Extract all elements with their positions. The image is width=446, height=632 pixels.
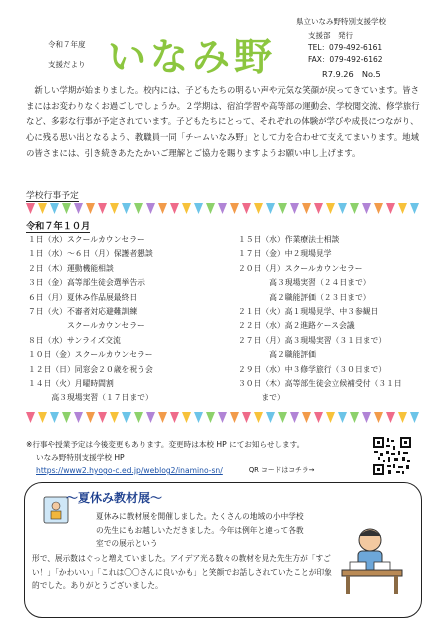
bunting-flag: [218, 412, 227, 423]
schedule-month: 令和７年１０月: [26, 218, 90, 233]
schedule-left-column: [28, 233, 153, 406]
schedule-left-item: １日（水）スクールカウンセラー: [28, 235, 145, 244]
bunting-flag: [338, 203, 347, 214]
issue-date: R7.9.26 No.5: [322, 69, 381, 79]
year-label: 令和７年度: [48, 40, 86, 49]
bunting-flag: [302, 203, 311, 214]
bunting-flag: [146, 203, 155, 214]
schedule-left-item: ８日（水）サンライズ交流: [28, 335, 121, 345]
bunting-flag: [350, 203, 359, 214]
feature-title: ～夏休み教材展～: [66, 491, 163, 505]
schedule-right-item: ２１日（火）高１現場見学、中３参観日: [238, 307, 379, 317]
bunting-flag: [38, 412, 47, 423]
bunting-flag: [362, 412, 371, 423]
bunting-flag: [398, 203, 407, 214]
bunting-flag: [374, 412, 383, 423]
schedule-left-item: ７日（火）不審者対応避難訓練: [28, 307, 138, 317]
schedule-right-item: ２９日（水）中３修学旅行（３０日まで）: [238, 364, 387, 374]
bunting-flag: [98, 412, 107, 423]
bunting-flag: [158, 412, 167, 423]
bunting-flag: [50, 203, 59, 214]
feature-text-2: 形で、展示数はぐっと増えていました。アイデア光る数々の教材を見た先生方が「すごい！」「かわいい」「これは〇〇さんに良いかも」と笑顔でお話しされていたことが印象的でした。ありがとうございました。: [32, 554, 332, 590]
schedule-right-item: １７日（金）中２現場見学: [238, 249, 332, 259]
schedule-right-column: [238, 233, 402, 406]
bunting-flag: [374, 203, 383, 214]
bunting-top: [26, 203, 419, 217]
newsletter-title: いなみ野: [108, 35, 277, 79]
bunting-flag: [134, 203, 143, 214]
schedule-left-item: 高３現場実習（１７日まで）: [28, 393, 153, 403]
schedule-left-item: １２日（日）同窓会２０歳を祝う会: [28, 364, 153, 374]
school-name: 県立いなみ野特別支援学校: [296, 17, 386, 26]
bunting-flag: [230, 203, 239, 214]
bunting-flag: [86, 412, 95, 423]
bunting-flag: [98, 203, 107, 214]
bunting-flag: [278, 203, 287, 214]
qr-label: QR コードはコチラ→: [248, 466, 315, 474]
bunting-flag: [278, 412, 287, 423]
bunting-flag: [386, 203, 395, 214]
bunting-flag: [62, 412, 71, 423]
bunting-flag: [386, 412, 395, 423]
bunting-flag: [146, 412, 155, 423]
schedule-right-item: ３０日（木）高等部生徒会立候補受付（３１日: [238, 379, 402, 389]
schedule-right-item: ２０日（月）スクールカウンセラー: [238, 263, 363, 273]
bunting-flag: [50, 412, 59, 423]
bunting-flag: [290, 203, 299, 214]
schedule-right-item: 高２職能評価（２３日まで）: [238, 292, 371, 302]
bunting-flag: [242, 412, 251, 423]
bunting-flag: [134, 412, 143, 423]
bunting-flag: [38, 203, 47, 214]
schedule-right-item: 高３現場実習（２４日まで）: [238, 278, 371, 288]
bunting-flag: [110, 412, 119, 423]
bunting-flag: [266, 412, 275, 423]
schedule-left-item: ６日（月）夏休み作品展最終日: [28, 292, 138, 302]
intro-paragraph: 新しい学期が始まりました。校内には、子どもたちの明るい声や元気な笑顔が戻ってきています。皆さまにはお変わりなくお過ごしでしょうか。２学期は、宿泊学習や高等部の運動会、学校閲交流、修学旅行など、多彩な行事が予定されています。子どもたちにとって、それぞれの体験が学びや成長につながり、心に残る思い出となるよう、教職員一同「チームいなみ野」として力を合わせて支えてまいります。地域の皆さまには、引き続きあたたかいご理解とご協力を賜りますようお願い申し上げます。: [26, 85, 420, 158]
bunting-flag: [206, 412, 215, 423]
bunting-flag: [86, 203, 95, 214]
tel: TEL：079-492-6161: [308, 43, 383, 52]
bunting-flag: [110, 203, 119, 214]
schedule-left-item: ３日（金）高等部生徒会選挙告示: [28, 278, 145, 288]
notes-block: [26, 438, 314, 477]
bunting-flag: [170, 412, 179, 423]
bunting-flag: [170, 203, 179, 214]
bunting-flag: [410, 412, 419, 423]
bunting-flag: [158, 203, 167, 214]
bunting-flag: [194, 412, 203, 423]
bunting-flag: [74, 412, 83, 423]
bunting-flag: [26, 412, 35, 423]
schedule-left-item: １０日（金）スクールカウンセラー: [28, 350, 153, 360]
publisher: 支援部 発行: [308, 31, 353, 40]
bulletin-label: 支援だより: [48, 60, 86, 69]
bunting-flag: [326, 412, 335, 423]
bunting-flag: [314, 412, 323, 423]
bunting-flag: [74, 203, 83, 214]
schedule-right-item: ２７日（月）高３現場実習（３１日まで）: [238, 335, 387, 345]
bunting-flag: [218, 203, 227, 214]
teacher-at-desk-icon: [332, 520, 410, 598]
bunting-flag: [362, 203, 371, 214]
school-hp-link[interactable]: https://www2.hyogo-c.ed.jp/weblog2/inamino-sn/: [36, 466, 223, 475]
schedule-right-item: １５日（水）作業療法士相談: [238, 235, 340, 244]
schedule-right-item: まで）: [238, 393, 285, 403]
hp-label: いなみ野特別支援学校 HP: [36, 453, 125, 462]
feature-text-1: 夏休みに教材展を開催しました。たくさんの地域の小中学校の先生にもお越しいただきました。今年は例年と違って各教室での展示という: [96, 512, 304, 548]
bunting-flag: [182, 412, 191, 423]
bunting-flag: [230, 412, 239, 423]
schedule-title: 学校行事予定: [26, 188, 79, 202]
fax: FAX：079-492-6162: [308, 55, 383, 64]
bunting-flag: [182, 203, 191, 214]
schedule-left-item: スクールカウンセラー: [28, 321, 145, 331]
qr-code-icon[interactable]: [372, 436, 412, 476]
bunting-flag: [398, 412, 407, 423]
bunting-flag: [326, 203, 335, 214]
bunting-flag: [314, 203, 323, 214]
bunting-flag: [194, 203, 203, 214]
bunting-flag: [302, 412, 311, 423]
schedule-left-item: ２日（木）運動機能相談: [28, 263, 114, 273]
bunting-bottom: [26, 412, 419, 426]
bunting-flag: [242, 203, 251, 214]
bunting-flag: [122, 203, 131, 214]
bunting-flag: [254, 203, 263, 214]
bunting-flag: [122, 412, 131, 423]
bunting-flag: [266, 203, 275, 214]
change-notice: ※行事や授業予定は今後変更もあります。変更時は本校 HP にてお知らせします。: [26, 440, 305, 449]
bunting-flag: [290, 412, 299, 423]
bunting-flag: [338, 412, 347, 423]
bunting-flag: [350, 412, 359, 423]
schedule-right-item: 高２職能評価: [238, 350, 316, 360]
bunting-flag: [254, 412, 263, 423]
schedule-left-item: １４日（火）月曜時間割: [28, 379, 114, 389]
schedule-left-item: １日（水）～６日（月）保護者懇談: [28, 249, 153, 259]
bunting-flag: [26, 203, 35, 214]
schedule-right-item: ２２日（水）高２進路ケース会議: [238, 321, 355, 331]
bunting-flag: [62, 203, 71, 214]
bunting-flag: [410, 203, 419, 214]
bunting-flag: [206, 203, 215, 214]
